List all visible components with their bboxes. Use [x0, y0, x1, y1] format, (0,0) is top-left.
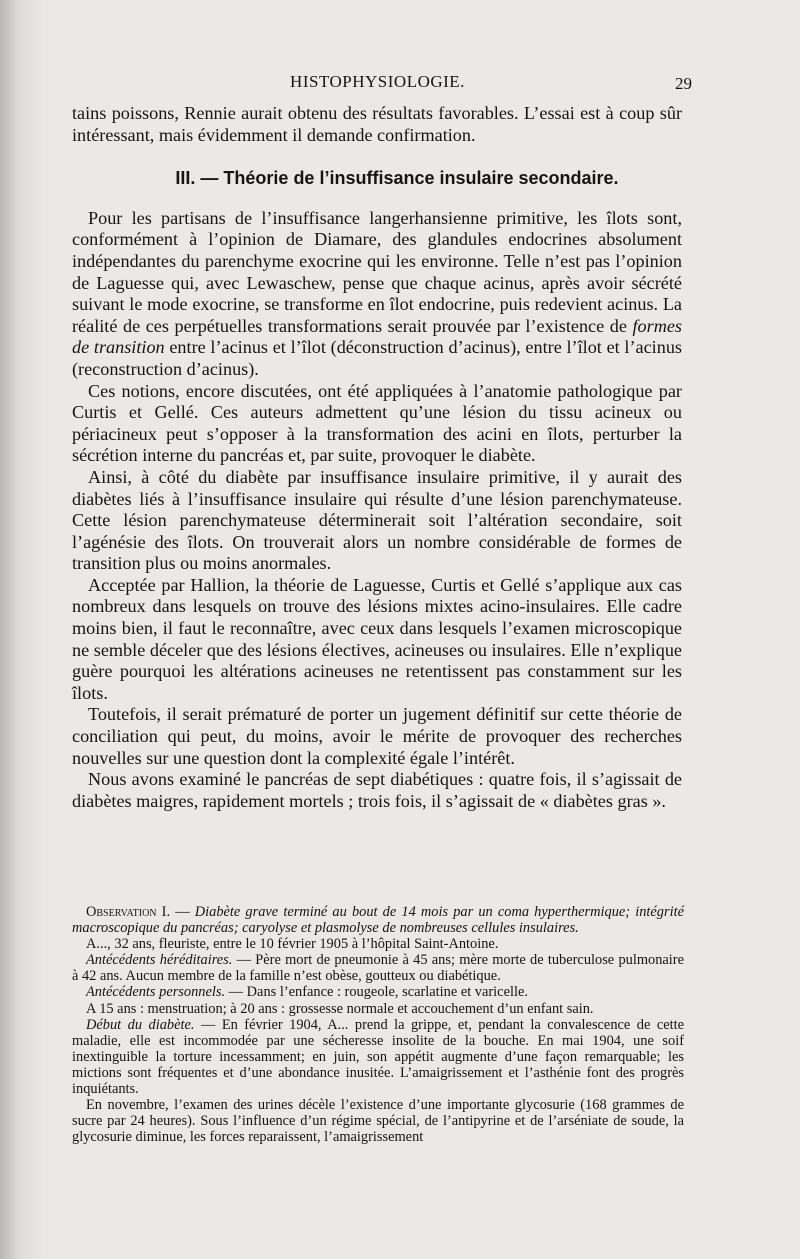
running-header: HISTOPHYSIOLOGIE. — [290, 72, 465, 91]
paragraph-text: entre l’acinus et l’îlot (déconstruction d’acinus), entre l’îlot et l’acinus (reconstruction d’acinus). — [72, 337, 682, 379]
note-label: Antécédents héréditaires. — [86, 952, 233, 969]
note-menstruation: A 15 ans : menstruation; à 20 ans : grossesse normale et accouchement d’un enfant sain. — [86, 1000, 594, 1017]
note-personal — [72, 984, 684, 1000]
page-number: 29 — [675, 74, 692, 93]
observation-title — [72, 904, 684, 936]
paragraph-curtis-gelle: Ces notions, encore discutées, ont été appliquées à l’anatomie pathologique par Curtis et Gellé. Ces auteurs admettent qu’une lésion du tissu acineux ou périacineux peut s’opposer à la transformation des acini en îlots, perturber la sécrétion interne du pancréas et, par suite, provoquer le diabète. — [72, 380, 682, 466]
note-hereditary — [72, 952, 684, 984]
observation-dash: — — [170, 904, 195, 920]
main-text — [72, 103, 682, 812]
note-november: En novembre, l’examen des urines décèle l’existence d’une importante glycosurie (168 grammes de sucre par 24 heures). Sous l’influence d’un régime spécial, de l’antipyrine et de l’arséniate de soude, la glycosurie diminue, les forces reparaissent, l’amaigrissement — [72, 1097, 684, 1146]
paragraph-cases: Nous avons examiné le pancréas de sept diabétiques : quatre fois, il s’agissait de diabètes maigres, rapidement mortels ; trois fois, il s’agissait de « diabètes gras ». — [72, 769, 682, 811]
note-onset — [72, 1017, 684, 1097]
section-heading: III. — Théorie de l’insuffisance insulaire secondaire. — [175, 168, 619, 189]
observation-label: Observation I. — [86, 904, 171, 920]
paragraph-text: Pour les partisans de l’insuffisance langerhansienne primitive, les îlots sont, conformément à l’opinion de Diamare, des glandules endocrines absolument indépendantes du parenchyme exocrine qui les environne. Telle n’est pas l’opinion de Laguesse qui, avec Lewaschew, pense que chaque acinus, après avoir sécrété suivant le mode exocrine, se transforme en îlot endocrine, puis redevient acinus. La réalité de ces perpétuelles transformations serait prouvée par l’existence de — [72, 207, 682, 336]
note-label: Début du diabète. — [86, 1016, 195, 1033]
observation-notes — [72, 904, 684, 1145]
note-text: — Père mort de pneumonie à 45 ans; mère morte de tuberculose pulmonaire à 42 ans. Aucun membre de la famille n’est obèse, goutteux ou diabétique. — [72, 952, 684, 985]
paragraph-conclusion: Toutefois, il serait prématuré de porter un jugement définitif sur cette théorie de conciliation qui peut, du moins, avoir le mérite de provoquer des recherches nouvelles sur une question dont la complexité égale l’intérêt. — [72, 704, 682, 768]
note-label: Antécédents personnels. — [86, 984, 226, 1001]
observation-summary: Diabète grave terminé au bout de 14 mois par un coma hyperthermique; intégrité macroscopique du pancréas; caryolyse et plasmolyse de nombreuses cellules insulaires. — [72, 904, 684, 937]
note-patient: A..., 32 ans, fleuriste, entre le 10 février 1905 à l’hôpital Saint-Antoine. — [86, 936, 499, 953]
note-text: — Dans l’enfance : rougeole, scarlatine et varicelle. — [225, 984, 528, 1001]
paragraph-secondary-insufficiency: Ainsi, à côté du diabète par insuffisance insulaire primitive, il y aurait des diabètes liés à l’insuffisance insulaire qui résulte d’une lésion parenchymateuse. Cette lésion parenchymateuse déterminerait soit l’altération secondaire, soit l’agénésie des îlots. On trouverait alors un nombre considérable de formes de transition plus ou moins anormales. — [72, 466, 682, 574]
emphasis-text: formes de transition — [72, 315, 682, 358]
paragraph-hallion: Acceptée par Hallion, la théorie de Laguesse, Curtis et Gellé s’applique aux cas nombreux dans lesquels on trouve des lésions mixtes acino-insulaires. Elle cadre moins bien, il faut le reconnaître, avec ceux dans lesquels l’examen microscopique ne semble déceler que des lésions électives, acineuses ou insulaires. Elle n’explique guère pourquoi les altérations acineuses ne retentissent pas constamment sur les îlots. — [72, 574, 682, 703]
paragraph-primitive-theory — [72, 208, 682, 381]
paragraph-continuation: tains poissons, Rennie aurait obtenu des résultats favorables. L’essai est à coup sûr intéressant, mais évidemment il demande confirmation. — [72, 103, 682, 145]
note-text: — En février 1904, A... prend la grippe, et, pendant la convalescence de cette maladie, elle est incommodée par une sécheresse insolite de la bouche. En mai 1904, une soif inextinguible la torture incessamment; en juin, son appétit augmente d’une façon remarquable; les mictions sont fréquentes et d’une abondance inusitée. L’amaigrissement et l’asthénie font des progrès inquiétants. — [72, 1016, 684, 1098]
